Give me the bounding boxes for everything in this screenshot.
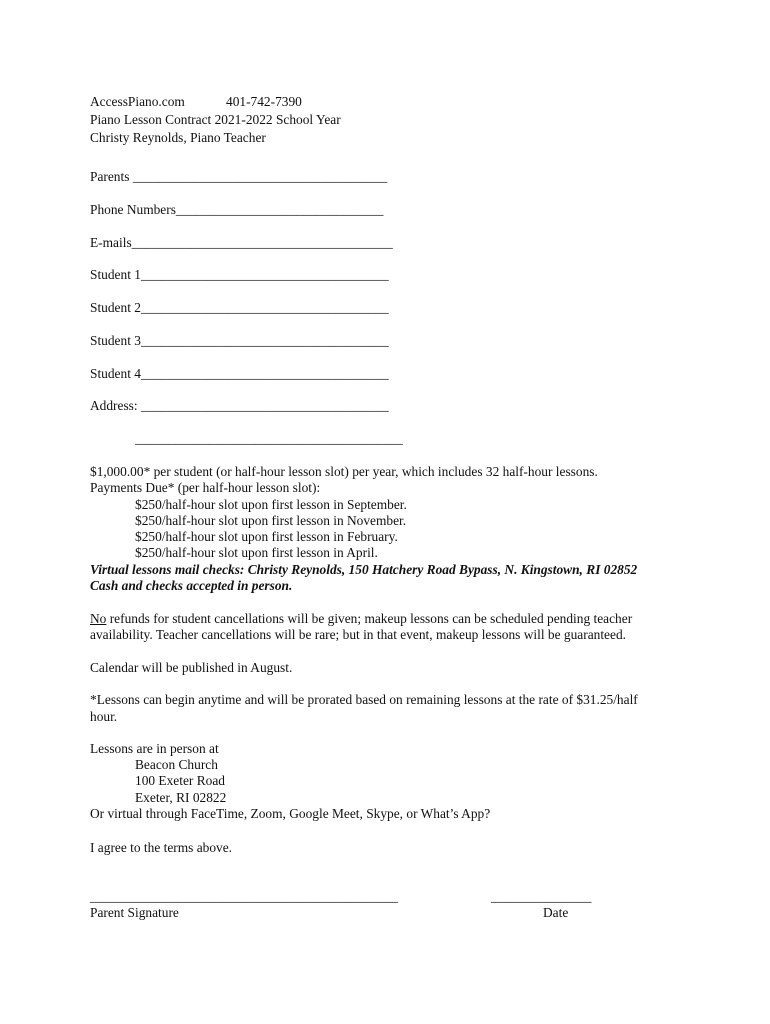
in-person-payment-note: Cash and checks accepted in person. [90, 578, 293, 593]
proration-line-2: hour. [90, 709, 118, 724]
emails-field[interactable] [90, 235, 393, 251]
fill-line: _____________________________________ [140, 366, 389, 381]
fill-line: _____________________________________ [140, 333, 389, 348]
teacher-name: Christy Reynolds, Piano Teacher [90, 130, 266, 145]
virtual-options: Or virtual through FaceTime, Zoom, Google Meet, Skype, or What’s App? [90, 806, 491, 821]
no-emphasis: No [90, 611, 107, 626]
pricing-line: $1,000.00* per student (or half-hour lesson slot) per year, which includes 32 half-hour lessons. [90, 464, 598, 479]
phone-numbers-field[interactable] [90, 202, 383, 218]
date-label: Date [543, 905, 569, 920]
virtual-mail-checks-note: Virtual lessons mail checks: Christy Reynolds, 150 Hatchery Road Bypass, N. Kingstown, RI 02852 [90, 562, 638, 577]
payment-item: $250/half-hour slot upon first lesson in April. [135, 545, 378, 560]
field-label: Student 3 [90, 333, 141, 348]
date-line[interactable]: _______________ [491, 889, 592, 904]
payments-due-heading: Payments Due* (per half-hour lesson slot): [90, 480, 321, 495]
student-4-field[interactable] [90, 366, 389, 382]
fill-line: _____________________________________ [140, 300, 389, 315]
payment-item: $250/half-hour slot upon first lesson in November. [135, 513, 407, 528]
payment-item: $250/half-hour slot upon first lesson in February. [135, 529, 398, 544]
field-label: Student 4 [90, 366, 141, 381]
refund-policy-line-1 [90, 611, 632, 627]
fill-line: _____________________________________ [137, 398, 389, 413]
refund-policy-line-2: availability. Teacher cancellations will be rare; but in that event, makeup lessons will be guaranteed. [90, 627, 626, 642]
website: AccessPiano.com [90, 94, 185, 109]
location-name: Beacon Church [135, 757, 218, 772]
parents-field[interactable] [90, 169, 387, 185]
fill-line: _______________________________ [175, 202, 384, 217]
field-label: Phone Numbers [90, 202, 176, 217]
student-2-field[interactable] [90, 300, 389, 316]
field-label: Parents [90, 169, 130, 184]
address-line-2[interactable]: ________________________________________ [135, 431, 403, 446]
proration-line-1: *Lessons can begin anytime and will be prorated based on remaining lessons at the rate of $31.25/half [90, 692, 638, 707]
field-label: E-mails [90, 235, 132, 250]
signature-line[interactable]: ______________________________________________ [90, 889, 398, 904]
payment-item: $250/half-hour slot upon first lesson in September. [135, 497, 407, 512]
field-label: Address: [90, 398, 138, 413]
address-field[interactable] [90, 398, 389, 414]
header-phone-line [226, 94, 302, 110]
refund-text: refunds for student cancellations will be given; makeup lessons can be scheduled pending teacher [106, 611, 633, 626]
header-website-line [90, 94, 185, 110]
location-street: 100 Exeter Road [135, 773, 225, 788]
agreement-statement: I agree to the terms above. [90, 840, 233, 855]
phone-number: 401-742-7390 [226, 94, 302, 109]
signature-label: Parent Signature [90, 905, 179, 920]
fill-line: _______________________________________ [131, 235, 393, 250]
student-3-field[interactable] [90, 333, 389, 349]
field-label: Student 1 [90, 267, 141, 282]
calendar-note: Calendar will be published in August. [90, 660, 293, 675]
student-1-field[interactable] [90, 267, 389, 283]
field-label: Student 2 [90, 300, 141, 315]
location-city: Exeter, RI 02822 [135, 790, 227, 805]
contract-title: Piano Lesson Contract 2021-2022 School Year [90, 112, 341, 127]
fill-line: _____________________________________ [140, 267, 389, 282]
location-intro: Lessons are in person at [90, 741, 219, 756]
fill-line: ______________________________________ [129, 169, 388, 184]
